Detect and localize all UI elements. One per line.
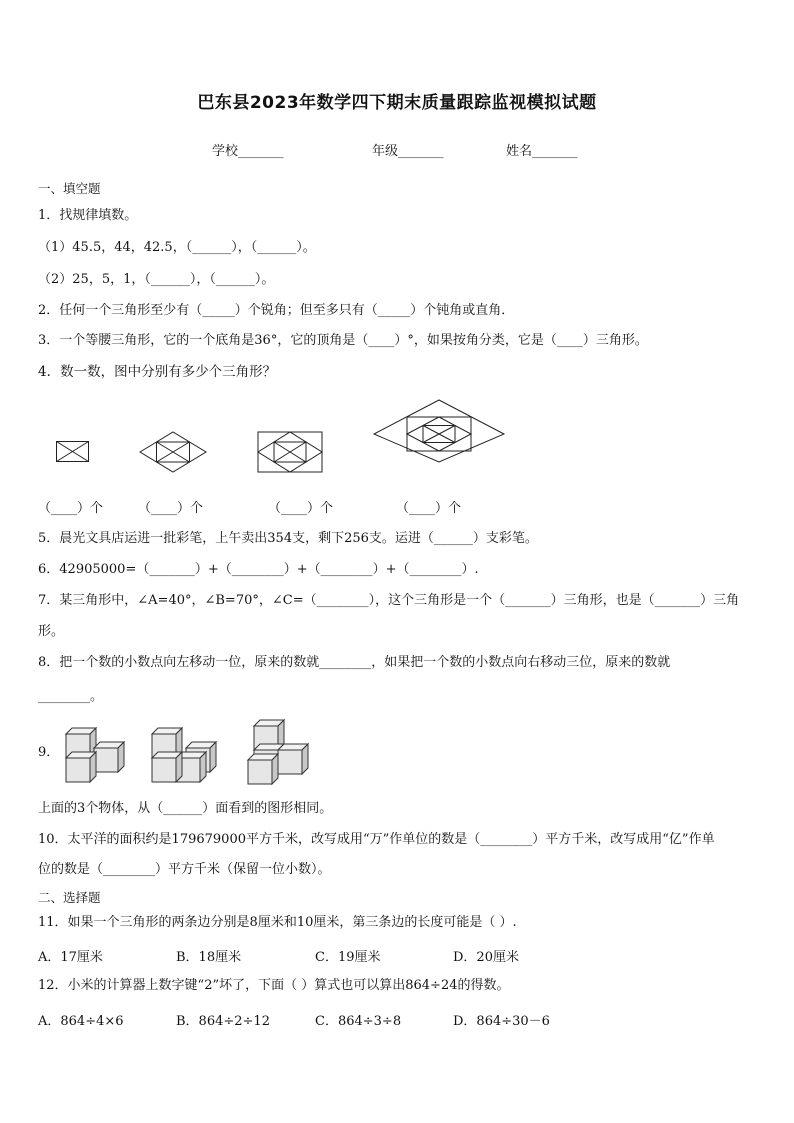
q4-answer-1[interactable]: （____）个 <box>38 501 104 516</box>
question-8: 8．把一个数的小数点向左移动一位，原来的数就________，如果把一个数的小数点向右移动三位，原来的数就 <box>38 655 671 670</box>
question-9-number: 9． <box>38 745 60 760</box>
school-field[interactable]: 学校_______ <box>212 144 284 159</box>
question-6: 6．42905000=（_______）+（________）+（________）+（________）. <box>38 562 479 577</box>
page-title: 巴东县2023年数学四下期末质量跟踪监视模拟试题 <box>197 93 597 113</box>
question-2: 2．任何一个三角形至少有（_____）个锐角；但至多只有（_____）个钝角或直角． <box>38 303 515 318</box>
name-field[interactable]: 姓名_______ <box>506 144 578 159</box>
cube-object-1 <box>64 727 130 783</box>
q4-answer-4[interactable]: （____）个 <box>396 501 462 516</box>
question-7: 7．某三角形中，∠A=40°，∠B=70°，∠C=（________），这个三角形是一个（_______）三角形，也是（_______）三角 <box>38 593 740 608</box>
triangle-figure-2 <box>138 430 210 474</box>
triangle-figure-4 <box>372 396 506 464</box>
question-9: 上面的3个物体，从（______）面看到的图形相同。 <box>38 801 333 816</box>
q12-option-c[interactable]: C．864÷3÷8 <box>315 1014 402 1029</box>
question-12: 12．小米的计算器上数字键“2”坏了，下面（ ）算式也可以算出864÷24的得数。 <box>38 978 510 993</box>
q11-option-b[interactable]: B．18厘米 <box>176 950 242 965</box>
q11-option-d[interactable]: D．20厘米 <box>453 950 519 965</box>
section-fill-blank: 一、填空题 <box>38 181 101 196</box>
grade-field[interactable]: 年级_______ <box>372 144 444 159</box>
q4-answer-3[interactable]: （____）个 <box>268 501 334 516</box>
question-11: 11．如果一个三角形的两条边分别是8厘米和10厘米，第三条边的长度可能是（ ）. <box>38 915 517 930</box>
question-4: 4．数一数，图中分别有多少个三角形？ <box>38 364 277 380</box>
question-10-continued: 位的数是（________）平方千米（保留一位小数）。 <box>38 862 331 877</box>
cube-object-3 <box>246 719 312 785</box>
triangle-figure-3 <box>256 430 326 476</box>
question-3: 3．一个等腰三角形，它的一个底角是36°，它的顶角是（____）°，如果按角分类，它是（____）三角形。 <box>38 333 648 348</box>
question-10: 10．太平洋的面积约是179679000平方千米，改写成用“万”作单位的数是（________）平方千米，改写成用“亿”作单 <box>38 832 715 847</box>
section-multiple-choice: 二、选择题 <box>38 890 101 905</box>
question-8-continued: ________。 <box>38 689 104 704</box>
question-5: 5．晨光文具店运进一批彩笔，上午卖出354支，剩下256支。运进（______）支彩笔。 <box>38 531 538 546</box>
question-1-part-1: （1）45.5，44，42.5，（______），（______）。 <box>38 240 316 255</box>
q12-option-d[interactable]: D．864÷30－6 <box>453 1014 550 1029</box>
cube-object-2 <box>150 727 220 783</box>
triangle-figure-1 <box>55 440 91 464</box>
q11-option-c[interactable]: C．19厘米 <box>315 950 381 965</box>
q11-option-a[interactable]: A．17厘米 <box>38 950 103 965</box>
q4-answer-2[interactable]: （____）个 <box>138 501 204 516</box>
q12-option-b[interactable]: B．864÷2÷12 <box>176 1014 270 1029</box>
question-1: 1．找规律填数。 <box>38 208 138 223</box>
q12-option-a[interactable]: A．864÷4×6 <box>38 1014 124 1029</box>
question-7-continued: 形。 <box>38 624 65 639</box>
question-1-part-2: （2）25，5，1，（______），（______）。 <box>38 272 275 287</box>
